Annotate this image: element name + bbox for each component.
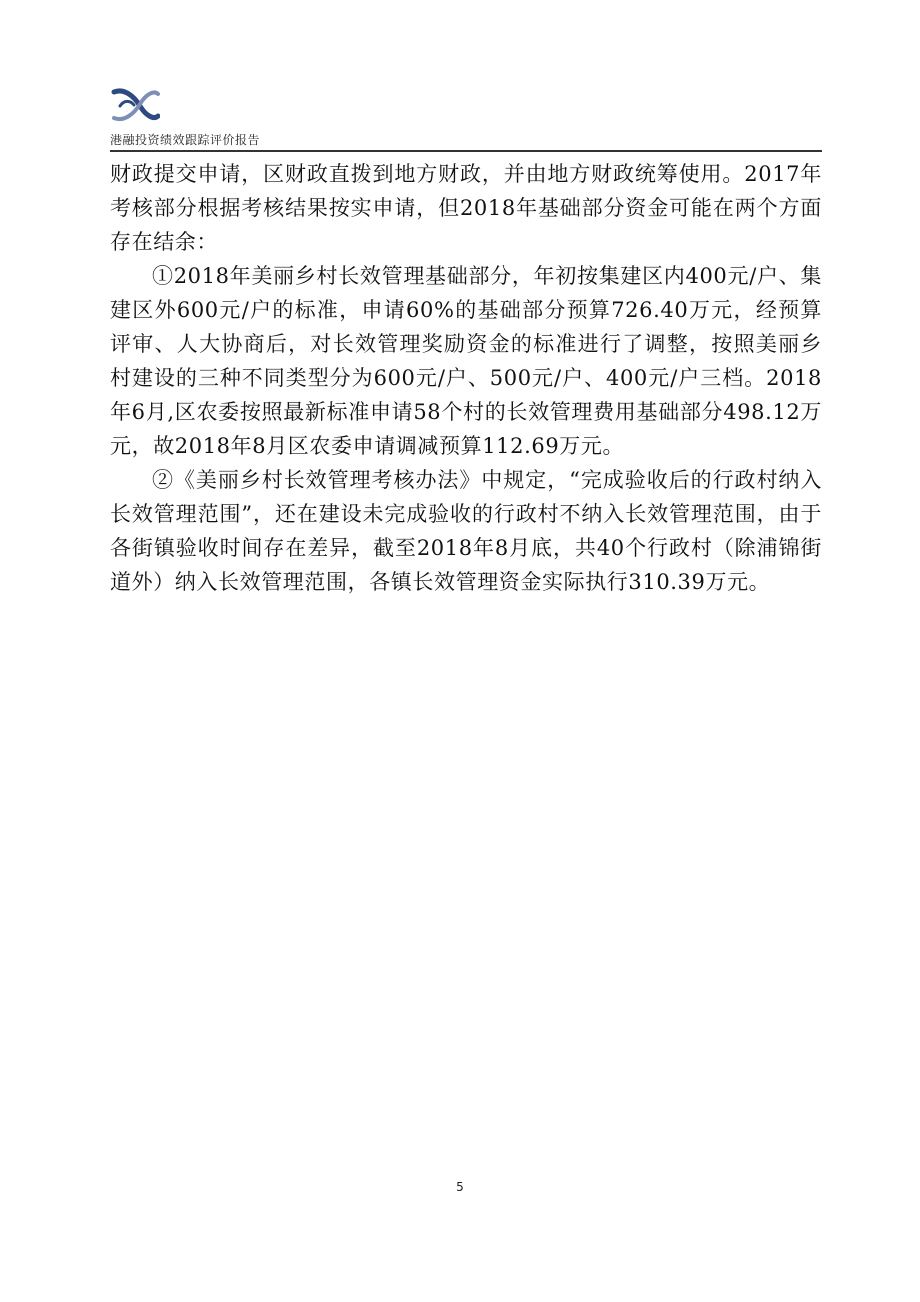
paragraph-item-2: ②《美丽乡村长效管理考核办法》中规定，“完成验收后的行政村纳入长效管理范围”，还在建设未完成验收的行政村不纳入长效管理范围，由于各街镇验收时间存在差异，截至2018年8月底，共40个行政村（除浦锦街道外）纳入长效管理范围，各镇长效管理资金实际执行310.39万元。 xyxy=(110,468,822,594)
body-text xyxy=(110,157,822,599)
paragraph-continued: 财政提交申请，区财政直拨到地方财政，并由地方财政统筹使用。2017年考核部分根据考核结果按实申请，但2018年基础部分资金可能在两个方面存在结余： xyxy=(110,162,822,254)
paragraph-item-1: ①2018年美丽乡村长效管理基础部分，年初按集建区内400元/户、集建区外600元/户的标准，申请60%的基础部分预算726.40万元，经预算评审、人大协商后，对长效管理奖励资金的标准进行了调整，按照美丽乡村建设的三种不同类型分为600元/户、500元/户、400元/户三档。2018年6月,区农委按照最新标准申请58个村的长效管理费用基础部分498.12万元，故2018年8月区农委申请调减预算112.69万元。 xyxy=(110,264,822,458)
page-header xyxy=(110,86,822,152)
page-number: 5 xyxy=(456,1180,464,1194)
double-swoosh-logo-icon xyxy=(110,86,160,124)
header-divider xyxy=(110,150,822,152)
header-title: 港融投资绩效跟踪评价报告 xyxy=(110,133,261,147)
